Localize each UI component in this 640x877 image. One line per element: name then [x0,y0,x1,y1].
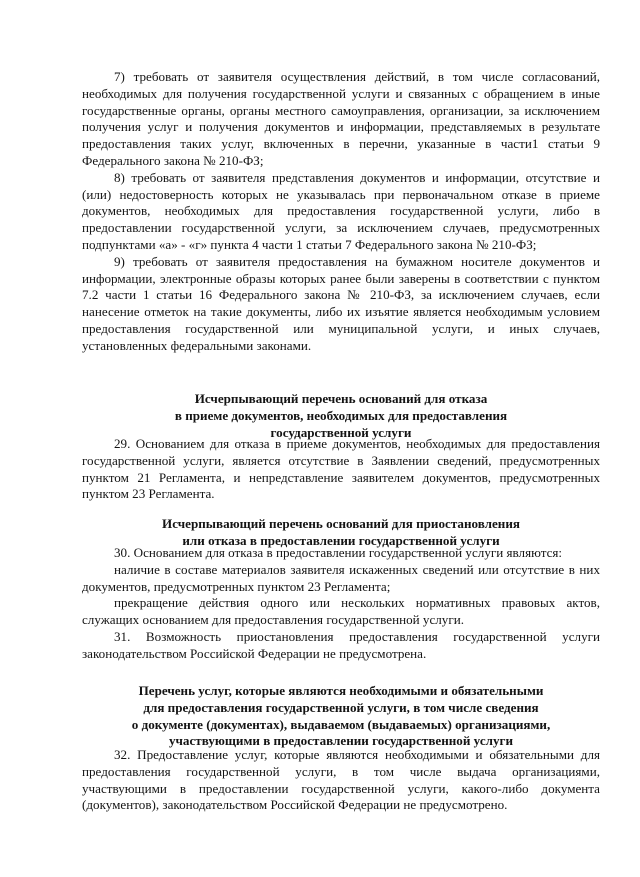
heading-line: или отказа в предоставлении государственной услуги [182,532,500,548]
heading-line: Исчерпывающий перечень оснований для отказа [194,391,488,406]
heading-line: участвующими в предоставлении государственной услуги [168,733,514,749]
list-item-7: 7) требовать от заявителя осуществления действий, в том числе согласований, необходимых для получения государственной услуги и связанных с обращением в иные государственные органы, органы местного самоуправления, организации, за исключением получения услуг и получения документов и информации, представляемых в результате предоставления таких услуг, включенных в перечни, указанные в части1 статьи 9 Федерального закона № 210-ФЗ; [82,69,600,168]
heading-line: государственной услуги [270,424,412,440]
clause-30: 30. Основанием для отказа в предоставлении государственной услуги являются: [114,545,563,560]
clause-30-reason-1: наличие в составе материалов заявителя искаженных сведений или отсутствие в них документов, предусмотренных пунктом 23 Регламента; [82,561,600,594]
section-body-required-services [82,747,600,814]
section-body-suspension [82,545,600,663]
clause-30-reason-2: прекращение действия одного или нескольких нормативных правовых актов, служащих основанием для предоставления государственной услуги. [82,595,600,628]
heading-line: Перечень услуг, которые являются необходимыми и обязательными [138,683,544,698]
section-heading-required-services [82,683,600,750]
section-heading [82,391,600,441]
clause-32: 32. Предоставление услуг, которые являются необходимыми и обязательными для предоставления государственной услуги, в том числе выдача организациями, участвующими в предоставлении государственной услуги, какого-либо документа (документов), законодательством Российской Федерации не предусмотрено. [82,747,600,813]
list-item-9: 9) требовать от заявителя предоставления на бумажном носителе документов и информации, электронные образы которых ранее были заверены в соответствии с пунктом 7.2 части 1 статьи 16 Федерального закона № 210-ФЗ, за исключением случаев, если нанесение отметок на такие документы, либо их изъятие является необходимым условием предоставления государственной или муниципальной услуги, и иных случаев, установленных федеральными законами. [82,253,600,353]
section-body-reject-documents [82,436,600,503]
heading-line: для предоставления государственной услуги, в том числе сведения [143,699,539,715]
heading-line: в приеме документов, необходимых для предоставления [174,407,508,423]
clause-29: 29. Основанием для отказа в приеме документов, необходимых для предоставления государственной услуги, является отсутствие в Заявлении сведений, предусмотренных пунктом 21 Регламента, и непредставление заявителем документов, предусмотренных пунктом 23 Регламента. [82,436,600,502]
clause-31: 31. Возможность приостановления предоставления государственной услуги законодательством Российской Федерации не предусмотрена. [82,628,600,661]
list-item-8: 8) требовать от заявителя представления документов и информации, отсутствие и (или) недостоверность которых не указывалась при первоначальном отказе в приеме документов, необходимых для предоставления государственной услуги, либо в предоставлении государственной услуги, за исключением случаев, предусмотренных подпунктами «а» - «г» пункта 4 части 1 статьи 7 Федерального закона № 210-ФЗ; [82,169,600,252]
section-heading-reject-documents [82,391,600,441]
section-heading [82,683,600,750]
heading-line: о документе (документах), выдаваемом (выдаваемых) организациями, [131,716,551,732]
prohibited-actions-list [82,69,600,355]
heading-line: Исчерпывающий перечень оснований для приостановления [162,516,520,531]
